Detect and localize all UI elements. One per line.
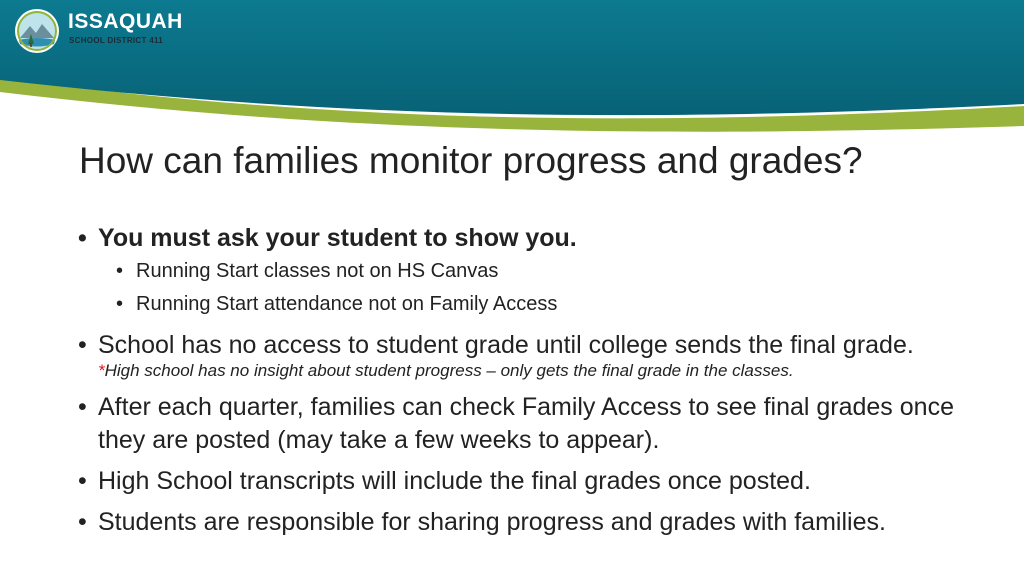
logo-name: ISSAQUAH [68,10,183,33]
bullet-students-responsible: • Students are responsible for sharing progress and grades with families. [78,506,998,539]
sub-bullet-canvas: • Running Start classes not on HS Canvas [116,255,998,288]
note-asterisk: * [98,361,105,380]
bullet-family-access: • After each quarter, families can check Family Access to see final grades once they are posted (may take a few weeks to appear). [78,391,978,457]
logo-subtitle: SCHOOL DISTRICT 411 [69,36,164,45]
logo-emblem-icon [14,8,60,54]
district-logo [14,6,214,56]
bullet-note [78,359,998,383]
bullet-list [78,222,998,539]
sub-bullet-attendance: • Running Start attendance not on Family Access [116,288,998,321]
bullet-transcripts: • High School transcripts will include the final grades once posted. [78,465,998,498]
note-text: High school has no insight about student progress – only gets the final grade in the classes. [104,361,794,380]
bullet-no-access: • School has no access to student grade until college sends the final grade. [78,329,998,362]
slide-title: How can families monitor progress and grades? [79,140,863,181]
bullet-ask-student: • You must ask your student to show you. [78,222,998,255]
